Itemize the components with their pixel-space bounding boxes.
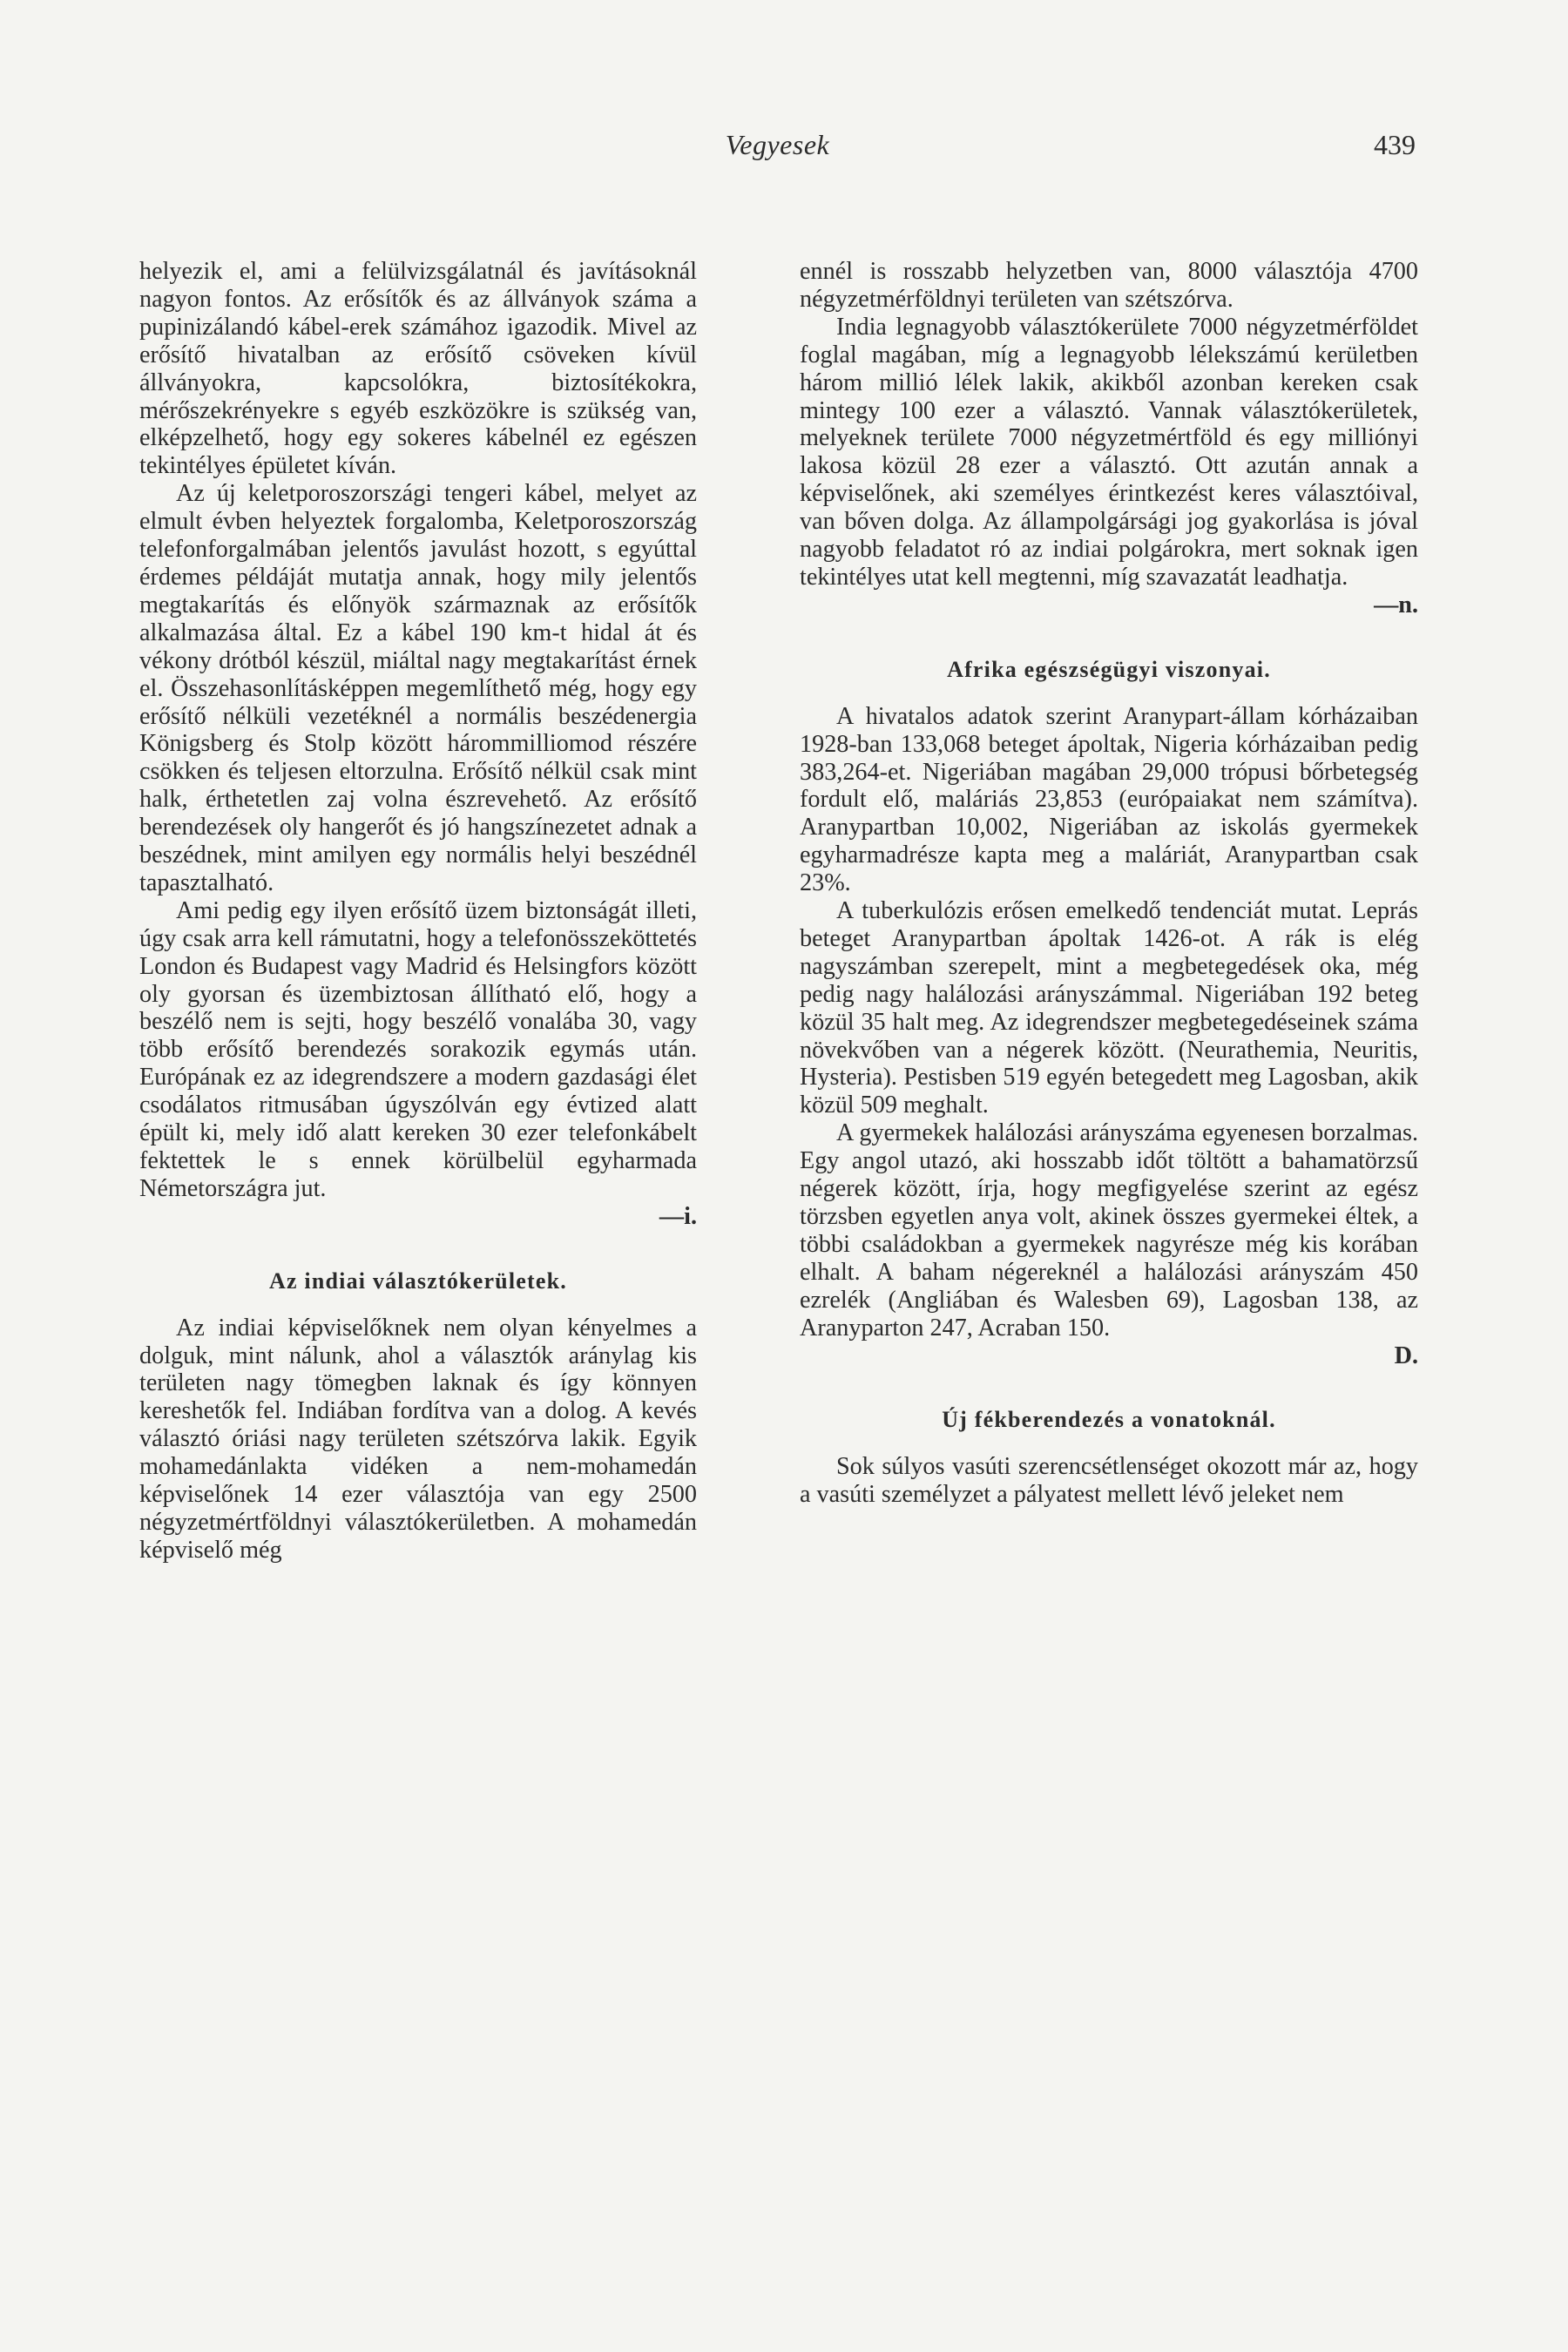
section-heading: Afrika egészségügyi viszonyai. — [947, 656, 1271, 682]
running-header — [139, 129, 1416, 167]
author-signoff: —i. — [659, 1202, 697, 1230]
author-signoff: D. — [1394, 1342, 1418, 1369]
paragraph: A gyermekek halálozási arányszáma egyenesen borzalmas. Egy angol utazó, aki hosszabb időt töltött a bahamatörzsű négerek között, írja, hogy megfigyelése szerint az egész törzsben egyetlen anya volt, akinek összes gyermekei éltek, a többi családokban a gyermekek nagyrésze még kis korában elhalt. A baham négereknél a halálozási arányszám 450 ezrelék (Angliában és Walesben 69), Lagosban 138, az Aranyparton 247, Acraban 150. — [800, 1119, 1418, 1342]
paragraph: A hivatalos adatok szerint Aranypart-állam kórházaiban 1928-ban 133,068 beteget ápoltak, Nigeria kórházaiban pedig 383,264-et. Nigeriában magában 29,000 trópusi bőrbetegség fordult elő, maláriás 23,853 (európaiakat nem számítva). Aranypartban 10,002, Nigeriában az iskolás gyermekek egyharmadrésze kapta meg a maláriát, Aranypartban csak 23%. — [800, 702, 1418, 897]
author-signoff: —n. — [1374, 591, 1418, 618]
section-heading: Új fékberendezés a vonatoknál. — [942, 1407, 1276, 1433]
section-heading: Az indiai választókerületek. — [269, 1267, 567, 1294]
paragraph: helyezik el, ami a felülvizsgálatnál és javításoknál nagyon fontos. Az erősítők és az állványok száma a pupinizálandó kábel-erek számához igazodik. Mivel az erősítő hivatalban az erősítő csöveken kívül állványokra, kapcsolókra, biztosítékokra, mérőszekrényekre s egyéb eszközökre is szükség van, elképzelhető, hogy egy sokeres kábelnél ez egészen tekintélyes épületet kíván. — [139, 258, 697, 480]
paragraph: India legnagyobb választókerülete 7000 négyzetmérföldet foglal magában, míg a legnagyobb lélekszámú kerületben három millió lélek lakik, akikből azonban kereken csak mintegy 100 ezer a választó. Vannak választókerületek, melyeknek területe 7000 négyzetmértföld és egy milliónyi lakosa közül 28 ezer a választó. Ott azután annak a képviselőnek, aki személyes érintkezést keres választóival, van bőven dolga. Az állampolgársági jog gyakorlása is jóval nagyobb feladatot ró az indiai polgárokra, mert soknak igen tekintélyes utat kell megtenni, míg szavazatát leadhatja. — [800, 313, 1418, 591]
paragraph: Sok súlyos vasúti szerencsétlenséget okozott már az, hogy a vasúti személyzet a pályatest mellett lévő jeleket nem — [800, 1453, 1418, 1509]
paragraph: ennél is rosszabb helyzetben van, 8000 választója 4700 négyzetmérföldnyi területen van szétszórva. — [800, 258, 1418, 313]
running-title: Vegyesek — [725, 129, 830, 160]
paragraph: Az indiai képviselőknek nem olyan kényelmes a dolguk, mint nálunk, ahol a választók aránylag kis területen nagy tömegben laknak és így könnyen kereshetők fel. Indiában fordítva van a dolog. A kevés választó óriási nagy területen szétszórva lakik. Egyik mohamedánlakta vidéken a nem-mohamedán képviselőnek 14 ezer választója van egy 2500 négyzetmértföldnyi választókerületben. A mohamedán képviselő még — [139, 1314, 697, 1564]
left-column — [139, 258, 697, 1565]
page-number: 439 — [1374, 129, 1416, 160]
right-column — [800, 258, 1418, 1509]
paragraph: Ami pedig egy ilyen erősítő üzem biztonságát illeti, úgy csak arra kell rámutatni, hogy a telefonösszeköttetés London és Budapest vagy Madrid és Helsingfors között oly gyorsan és üzembiztosan állítható elő, hogy a beszélő nem is sejti, hogy beszélő vonalába 30, vagy több erősítő berendezés sorakozik egymás után. Európának ez az idegrendszere a modern gazdasági élet csodálatos ritmusában úgyszólván egy évtized alatt épült ki, mely idő alatt kereken 30 ezer telefonkábelt fektettek le s ennek körülbelül egyharmada Németországra jut. — [139, 896, 697, 1202]
paragraph: A tuberkulózis erősen emelkedő tendenciát mutat. Leprás beteget Aranypartban ápoltak 1426-ot. A rák is elég nagyszámban szerepelt, mint a megbetegedések oka, még pedig nagy halálozási arányszámmal. Nigeriában 192 beteg közül 35 halt meg. Az idegrendszer megbetegedéseinek száma növekvőben van a négerek között. (Neurathemia, Neuritis, Hysteria). Pestisben 519 egyén betegedett meg Lagosban, akik közül 509 meghalt. — [800, 897, 1418, 1119]
paragraph: Az új keletporoszországi tengeri kábel, melyet az elmult évben helyeztek forgalomba, Keletporoszország telefonforgalmában jelentős javulást hozott, s egyúttal érdemes példáját mutatja annak, hogy mily jelentős megtakarítás és előnyök származnak az erősítők alkalmazása által. Ez a kábel 190 km-t hidal át és vékony drótból készül, miáltal nagy megtakarítást érnek el. Összehasonlításképpen megemlíthető még, hogy egy erősítő nélküli vezetéknél a normális beszédenergia Königsberg és Stolp között hárommilliomod részére csökken és teljesen eltorzulna. Erősítő nélkül csak mint halk, érthetetlen zaj volna észrevehető. Az erősítő berendezések oly hangerőt és jó hangszínezetet adnak a beszédnek, mint amilyen egy normális helyi beszédnél tapasztalható. — [139, 480, 697, 896]
